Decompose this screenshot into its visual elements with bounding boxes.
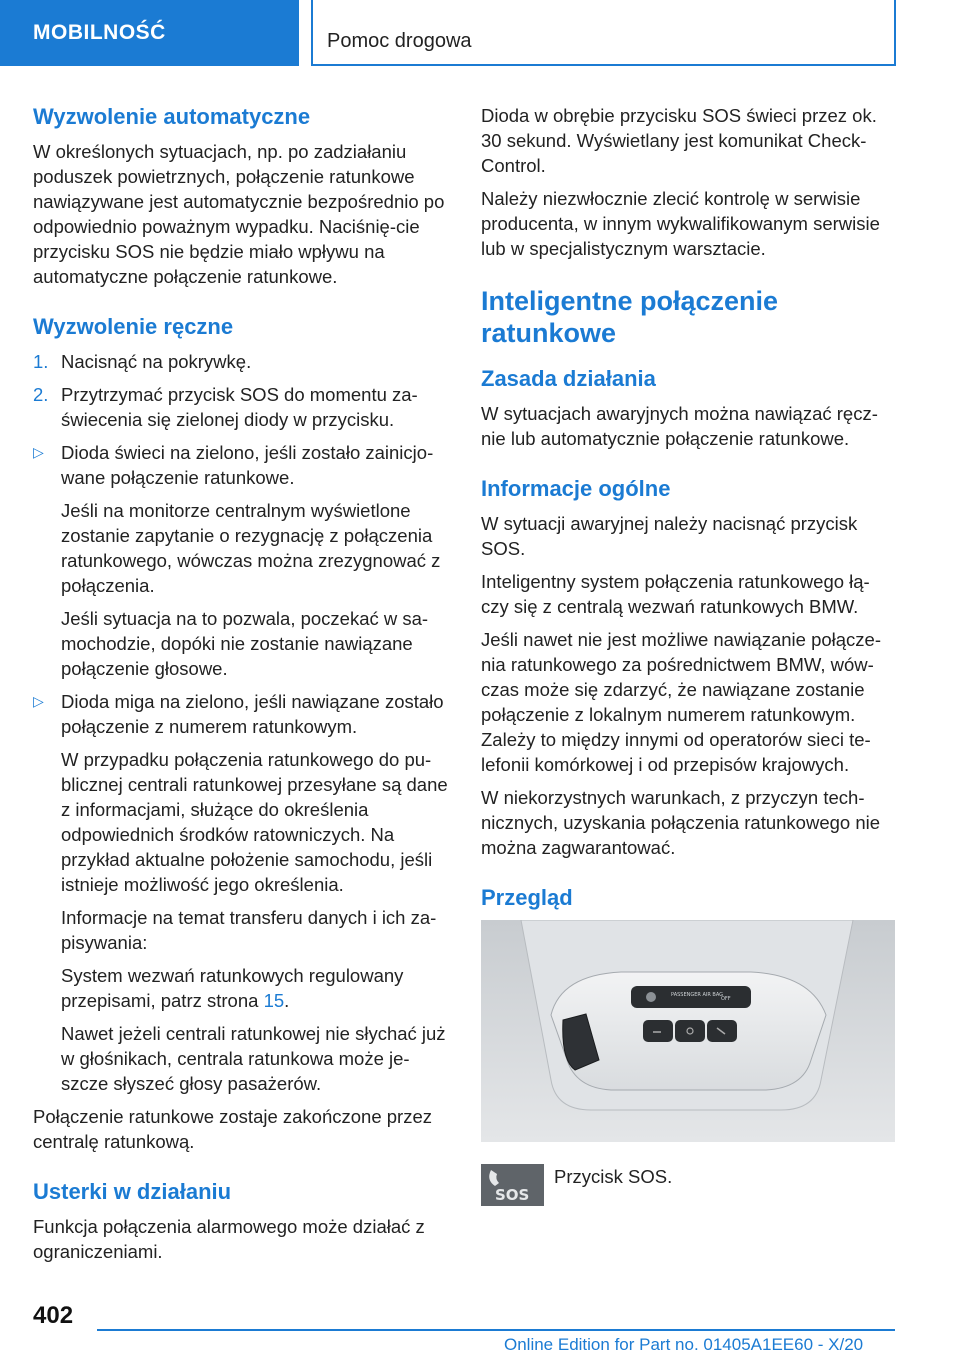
general-text-4: W niekorzystnych warunkach, z przyczyn tech‐nicznych, uzyskania połączenia ratunkowego nie można zagwarantować. <box>481 787 881 858</box>
bullet-led-on <box>33 440 451 490</box>
step-1 <box>33 349 451 374</box>
roof-console-photo <box>481 920 895 1142</box>
bullet-text: Dioda miga na zielono, jeśli nawiązane zostało połączenie z numerem ratunkowym. <box>61 691 444 737</box>
edition-info: Online Edition for Part no. 01405A1EE60 - X/20 <box>504 1335 864 1354</box>
bullet-subtext: Jeśli na monitorze centralnym wyświetlone zostanie zapytanie o rezygnację z połączenia ratunkowego, wówczas można zrezygnować z połączenia. <box>61 500 441 596</box>
bullet-subtext: W przypadku połączenia ratunkowego do pu‐blicznej centrali ratunkowej przesyłane są dane z informacjami, służące do określenia odpowiednich środków ratowniczych. Na przykład aktualne położenie samochodu, jeśli istnieje możliwość jego określenia. <box>61 749 448 895</box>
principle-heading: Zasada działania <box>481 366 656 391</box>
right-column <box>481 103 895 1206</box>
auto-trigger-heading: Wyzwolenie automatyczne <box>33 104 311 129</box>
off-label: OFF <box>721 996 731 1002</box>
intelligent-call-heading: Inteligentne połączenie ratunkowe <box>481 286 779 348</box>
airbag-label: PASSENGER AIR BAG <box>671 992 724 998</box>
service-text: Należy niezwłocznie zlecić kontrolę w serwisie producenta, w innym wykwalifikowanym serwisie lub w specjalistycznym warsztacie. <box>481 188 880 259</box>
step-text: Przytrzymać przycisk SOS do momentu za‐świecenia się zielonej diody w przycisku. <box>61 384 418 430</box>
step-number: 1. <box>33 351 49 372</box>
fault-heading: Usterki w działaniu <box>33 1179 232 1204</box>
overview-heading: Przegląd <box>481 885 573 910</box>
step-text: Nacisnąć na pokrywkę. <box>61 351 252 372</box>
chapter-tab: MOBILNOŚĆ <box>0 0 299 66</box>
general-text-1: W sytuacji awaryjnej należy nacisnąć przycisk SOS. <box>481 513 858 559</box>
general-text-3: Jeśli nawet nie jest możliwe nawiązanie połącze‐nia ratunkowego za pośrednictwem BMW, wów‐czas może się zdarzyć, że nawiązane zostanie połączenie z lokalnym numerem ratunkowym. Zależy to między innymi od operatorów sieci te‐lefonii komórkowej i od przepisów krajowych. <box>481 629 881 775</box>
topic-tab: Pomoc drogowa <box>311 0 896 66</box>
footer-divider <box>97 1329 895 1331</box>
legend-row <box>481 1164 895 1206</box>
general-text-2: Inteligentny system połączenia ratunkowego łą‐czy się z centralą wezwań ratunkowych BMW. <box>481 571 870 617</box>
bullet-led-blink <box>33 689 451 739</box>
page-number: 402 <box>33 1302 74 1329</box>
auto-trigger-text: W określonych sytuacjach, np. po zadziałaniu poduszek powietrznych, połączenie ratunkowe nawiązywane jest automatycznie bezpośrednio po odpowiednio poważnym wypadku. Naciśnię‐cie przycisku SOS nie będzie miało wpływu na automatyczne połączenie ratunkowe. <box>33 141 445 287</box>
bullet-subtext: Informacje na temat transferu danych i ich za‐pisywania: <box>61 907 437 953</box>
led-info-text: Dioda w obrębie przycisku SOS świeci przez ok. 30 sekund. Wyświetlany jest komunikat Check-Control. <box>481 105 877 176</box>
triangle-bullet-icon: ▷ <box>33 693 44 709</box>
legend-text: Przycisk SOS. <box>554 1166 673 1187</box>
bullet-subtext: Jeśli sytuacja na to pozwala, poczekać w sa‐mochodzie, dopóki nie zostanie nawiązane połączenie głosowe. <box>61 608 429 679</box>
step-number: 2. <box>33 384 49 405</box>
page-reference-link[interactable]: 15 <box>263 990 285 1011</box>
left-column <box>33 103 451 1272</box>
general-info-heading: Informacje ogólne <box>481 476 671 501</box>
step-2 <box>33 382 451 432</box>
bullet-text: Dioda świeci na zielono, jeśli zostało zainicjo‐wane połączenie ratunkowe. <box>61 442 434 488</box>
svg-text:SOS: SOS <box>495 1186 530 1204</box>
principle-text: W sytuacjach awaryjnych można nawiązać ręcz‐nie lub automatycznie połączenie ratunkowe. <box>481 403 878 449</box>
sos-button-icon <box>481 1164 544 1206</box>
triangle-bullet-icon: ▷ <box>33 444 44 460</box>
led-icon <box>646 992 656 1002</box>
fault-text: Funkcja połączenia alarmowego może działać z ograniczeniami. <box>33 1216 425 1262</box>
header-separator <box>303 0 307 66</box>
bullet-subtext: Nawet jeżeli centrali ratunkowej nie słychać już w głośnikach, centrala ratunkowa może je‐szcze słyszeć głosy pasażerów. <box>61 1023 446 1094</box>
end-call-text: Połączenie ratunkowe zostaje zakończone przez centralę ratunkową. <box>33 1106 433 1152</box>
bullet-subtext-with-link: System wezwań ratunkowych regulowany przepisami, patrz strona 15. <box>61 965 404 1011</box>
manual-trigger-heading: Wyzwolenie ręczne <box>33 314 234 339</box>
